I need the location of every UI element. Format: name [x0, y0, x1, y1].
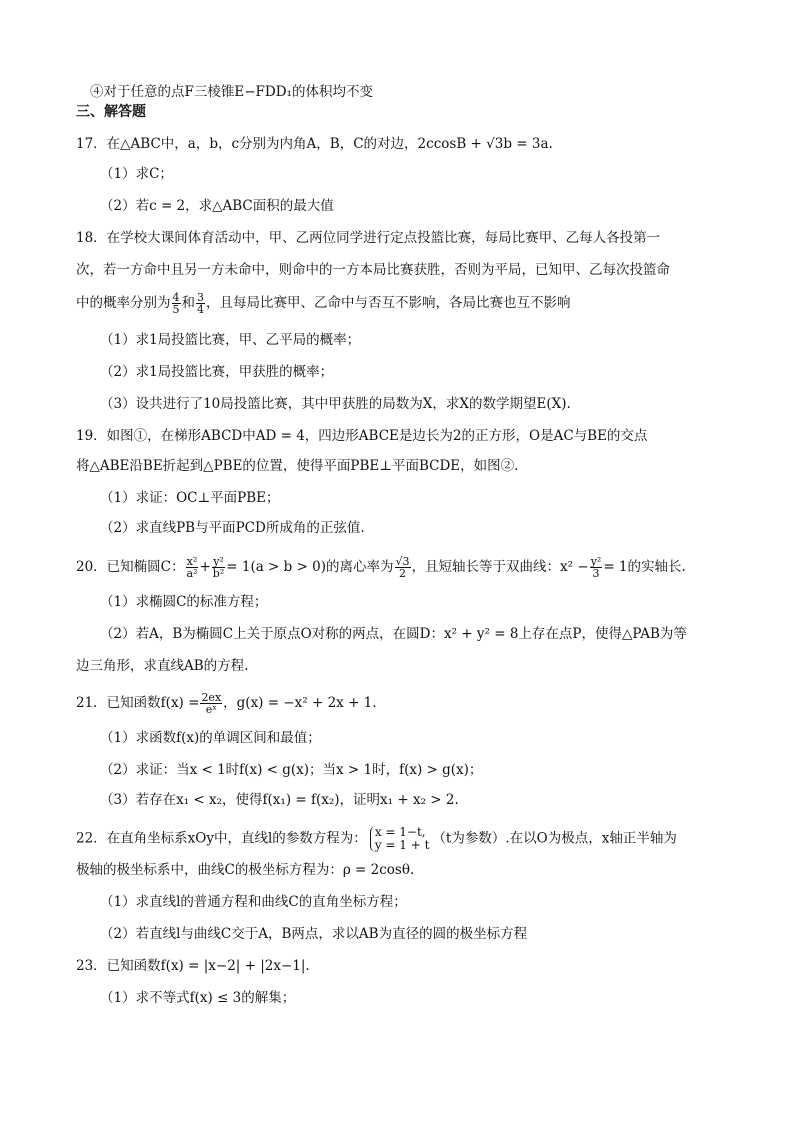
question-18-line-3: 中的概率分别为 $\frac{4}{5}$ 和 $\frac{3}{4}$ ，且每局比赛甲、乙命中与否互不影响，各局比赛也互不影响: [76, 291, 571, 316]
parametric-system: x = 1−t, y = 1 + t: [370, 826, 430, 852]
question-19-line-1: 19．如图①，在梯形ABCD中AD = 4，四边形ABCE是边长为2的正方形，O是AC与BE的交点: [76, 428, 648, 444]
question-21-part-1: （1）求函数f(x)的单调区间和最值；: [100, 730, 321, 746]
question-23: 23．已知函数f(x) = |x−2| + |2x−1|.: [76, 958, 310, 974]
question-19-part-2: （2）求直线PB与平面PCD所成角的正弦值.: [100, 520, 365, 536]
question-18-line-1: 18．在学校大课间体育活动中，甲、乙两位同学进行定点投篮比赛，每局比赛甲、乙每人各投第一: [76, 230, 661, 246]
question-20-part-1: （1）求椭圆C的标准方程；: [100, 594, 268, 610]
question-17-part-2: （2）若c = 2，求△ABC面积的最大值: [100, 198, 334, 214]
fraction: $\frac{3}{4}$: [197, 291, 204, 316]
fraction: $\frac{\text{y²}}{3}$: [590, 555, 602, 580]
fraction: $\frac{\text{x²}}{\text{a²}}$: [186, 555, 198, 580]
question-18-part-2: （2）求1局投篮比赛，甲获胜的概率；: [100, 364, 334, 380]
fraction: $\frac{√3}{2}$: [395, 555, 410, 580]
question-21-part-2: （2）求证：当x < 1时f(x) < g(x)；当x > 1时，f(x) > g(x)；: [100, 762, 483, 778]
question-21-line-1: 21．已知函数f(x) = $\frac{2ex}{\text{eˣ}}$ ，g(x) = −x² + 2x + 1.: [76, 691, 377, 716]
item-4-statement: ④对于任意的点F三棱锥E−FDD₁的体积均不变: [90, 84, 373, 100]
question-19-line-2: 将△ABE沿BE折起到△PBE的位置，使得平面PBE⊥平面BCDE，如图②.: [76, 458, 519, 474]
question-22-line-2: 极轴的极坐标系中，曲线C的极坐标方程为：ρ = 2cosθ.: [76, 862, 415, 878]
question-22-part-1: （1）求直线l的普通方程和曲线C的直角坐标方程；: [100, 894, 407, 910]
question-19-part-1: （1）求证：OC⊥平面PBE；: [100, 490, 280, 506]
question-20-part-2-line-2: 边三角形，求直线AB的方程.: [76, 658, 249, 674]
question-21-part-3: （3）若存在x₁ < x₂，使得f(x₁) = f(x₂)，证明x₁ + x₂ > 2.: [100, 792, 459, 808]
question-20-part-2-line-1: （2）若A，B为椭圆C上关于原点O对称的两点，在圆D：x² + y² = 8上存在点P，使得△PAB为等: [100, 626, 687, 642]
fraction: $\frac{4}{5}$: [172, 291, 180, 316]
question-18-part-1: （1）求1局投篮比赛，甲、乙平局的概率；: [100, 332, 361, 348]
question-18-part-3: （3）设共进行了10局投篮比赛，其中甲获胜的局数为X，求X的数学期望E(X).: [100, 396, 571, 412]
section-heading: 三、解答题: [76, 104, 146, 120]
question-22-part-2: （2）若直线l与曲线C交于A，B两点，求以AB为直径的圆的极坐标方程: [100, 926, 528, 942]
question-20-line-1: 20．已知椭圆C： $\frac{\text{x²}}{\text{a²}}$ + $\frac{\text{y²}}{\text{b²}}$ = 1(a > b > 0)的离心率为 $\frac{√3}{2}$ ，且短轴长等于双曲线：x² − $\frac{\text{y²}}{3}$ = 1的实轴长.: [76, 555, 686, 580]
question-18-line-2: 次，若一方命中且另一方未命中，则命中的一方本局比赛获胜，否则为平局，已知甲、乙每次投篮命: [76, 262, 670, 278]
question-17: 17．在△ABC中，a，b，c分别为内角A，B，C的对边，2ccosB + √3b = 3a.: [76, 136, 553, 152]
question-23-part-1: （1）求不等式f(x) ≤ 3的解集；: [100, 990, 296, 1006]
fraction: $\frac{2ex}{\text{eˣ}}$: [201, 691, 222, 716]
question-22-line-1: 22．在直角坐标系xOy中，直线l的参数方程为： x = 1−t, y = 1 + t （t为参数）.在以O为极点，x轴正半轴为: [76, 825, 677, 852]
question-17-part-1: （1）求C；: [100, 166, 173, 182]
fraction: $\frac{\text{y²}}{\text{b²}}$: [212, 555, 225, 580]
